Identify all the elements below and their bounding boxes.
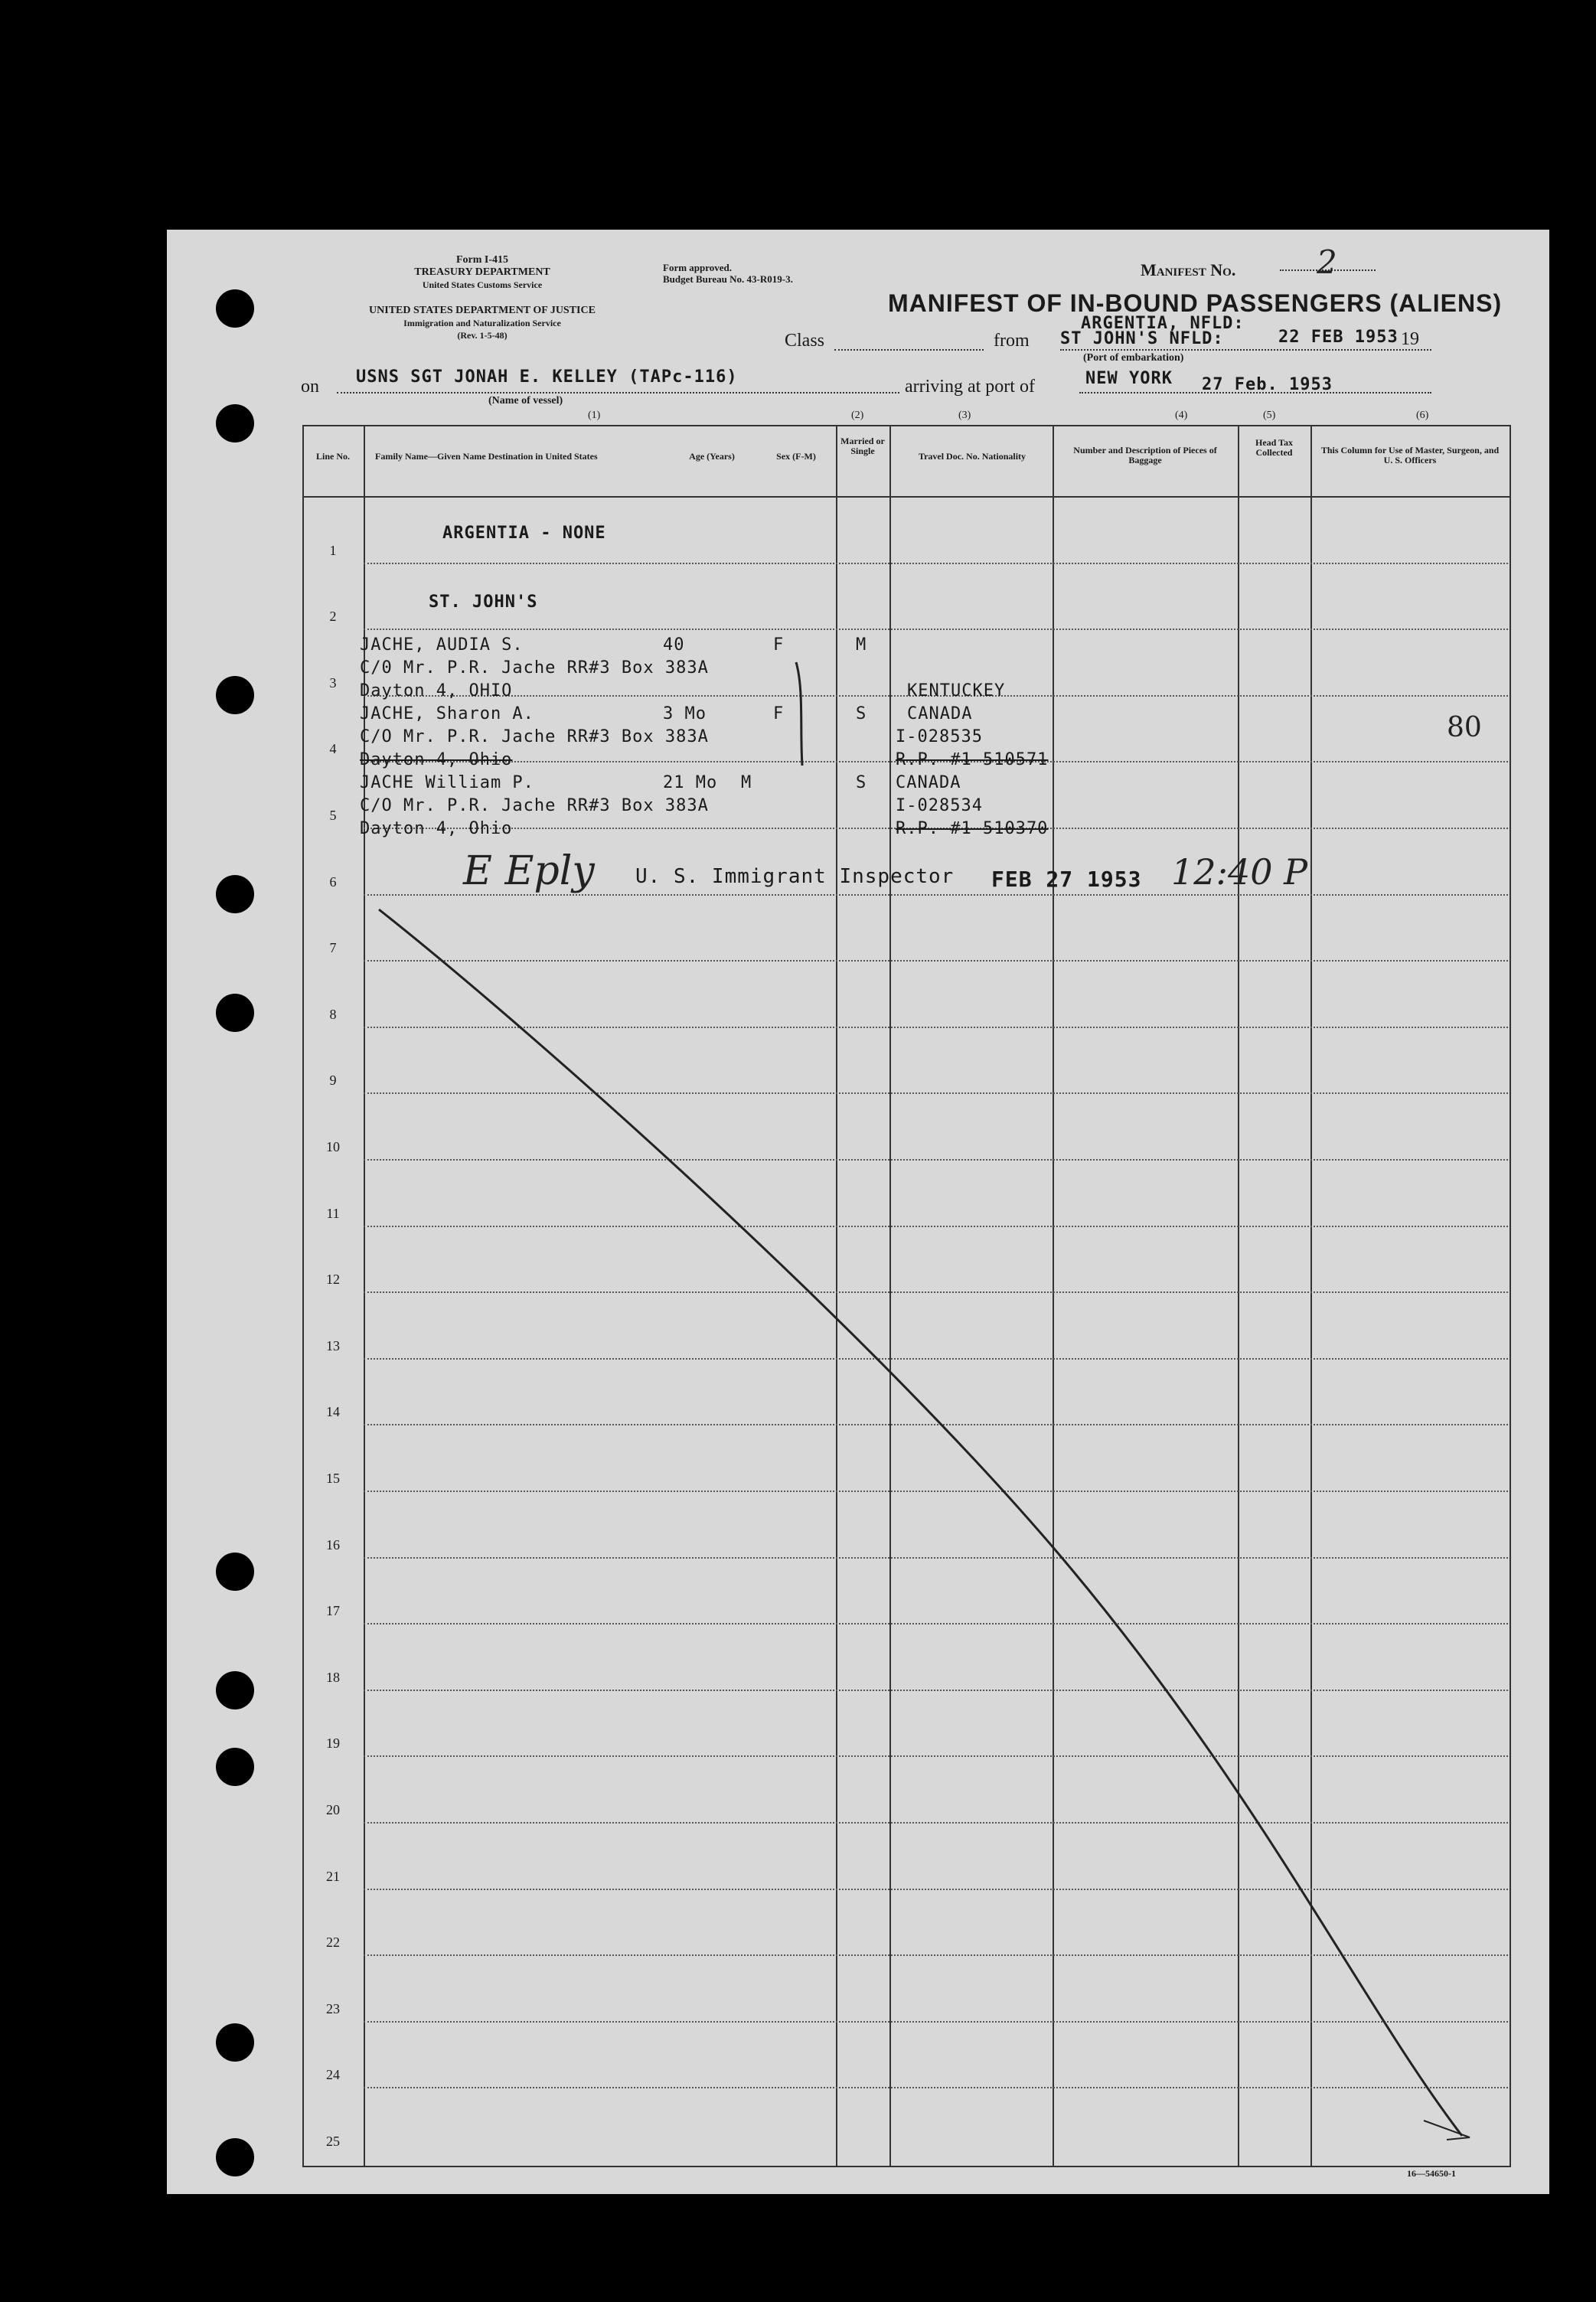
col-officers: This Column for Use of Master, Surgeon, and U. S. Officers [1320, 445, 1500, 465]
line-number: 16 [326, 1536, 340, 1553]
p3-married: S [856, 773, 867, 792]
col-num-6: (6) [1416, 410, 1429, 421]
port-embark-2: ST JOHN'S NFLD: [1060, 329, 1224, 348]
p1-address: C/0 Mr. P.R. Jache RR#3 Box 383A [360, 658, 709, 678]
p3-name: JACHE William P. [360, 773, 534, 792]
line-number: 1 [329, 542, 337, 558]
line-number: 18 [326, 1669, 340, 1685]
ins-service: Immigration and Naturalization Service [403, 318, 561, 328]
p1-sex: F [773, 635, 785, 655]
p3-city: Dayton 4, Ohio [360, 819, 513, 838]
col-name: Family Name—Given Name Destination in United States [375, 451, 598, 462]
p1-city: Dayton 4, OHIO [360, 681, 513, 700]
entry-argentia: ARGENTIA - NONE [442, 524, 606, 543]
line-number: 13 [326, 1337, 340, 1353]
line-number: 17 [326, 1603, 340, 1619]
col-age: Age (Years) [689, 451, 735, 462]
stamp-inspector: U. S. Immigrant Inspector [635, 865, 955, 888]
p3-nationality: CANADA [896, 773, 961, 792]
dept-justice: UNITED STATES DEPARTMENT OF JUSTICE [369, 305, 596, 316]
p3-doc: I-028534 [896, 796, 983, 815]
col-num-2: (2) [851, 410, 864, 421]
vessel-caption: (Name of vessel) [488, 395, 563, 407]
p2-doc: I-028535 [896, 727, 983, 746]
customs-service: United States Customs Service [422, 279, 543, 290]
p1-name: JACHE, AUDIA S. [360, 635, 524, 655]
treasury-department: TREASURY DEPARTMENT [414, 266, 550, 278]
p3-age: 21 Mo [663, 773, 718, 792]
manifest-no-label: Manifest No. [1141, 260, 1236, 279]
p1-age: 40 [663, 635, 685, 655]
line-number: 11 [326, 1205, 340, 1221]
col-num-1: (1) [588, 410, 601, 421]
p2-rp: R.P. #1-510571 [896, 750, 1049, 769]
p3-address: C/O Mr. P.R. Jache RR#3 Box 383A [360, 796, 709, 815]
inspector-signature: E Eply [463, 848, 595, 894]
arrival-port: NEW YORK [1085, 369, 1173, 388]
line-number: 8 [329, 1006, 337, 1022]
stamp-time: 12:40 P [1171, 851, 1308, 893]
budget-bureau: Budget Bureau No. 43-R019-3. [663, 273, 793, 285]
p1-married: M [856, 635, 867, 655]
port-embark-caption: (Port of embarkation) [1083, 352, 1184, 364]
manifest-title: MANIFEST OF IN-BOUND PASSENGERS (ALIENS) [888, 289, 1503, 317]
line-number: 12 [326, 1272, 340, 1288]
col-line-no: Line No. [315, 451, 350, 462]
p2-name: JACHE, Sharon A. [360, 704, 534, 723]
col-married: Married or Single [840, 436, 885, 456]
from-label: from [994, 331, 1030, 351]
line-number: 25 [326, 2134, 340, 2149]
line-number: 15 [326, 1471, 340, 1486]
p2-married: S [856, 704, 867, 723]
col-sex: Sex (F-M) [776, 451, 816, 462]
revision: (Rev. 1-5-48) [457, 330, 508, 341]
line-number: 19 [326, 1735, 340, 1752]
class-label: Class [785, 331, 825, 351]
p2-nationality: CANADA [907, 704, 973, 723]
p2-address: C/O Mr. P.R. Jache RR#3 Box 383A [360, 727, 709, 746]
entry-st-johns: ST. JOHN'S [429, 593, 538, 612]
col-head-tax: Head Tax Collected [1255, 437, 1294, 458]
line-number: 23 [326, 2000, 340, 2016]
col-num-3: (3) [958, 410, 971, 421]
form-approved: Form approved. [663, 262, 733, 273]
line-number: 22 [326, 1935, 340, 1951]
form-number: Form I-415 [455, 254, 509, 266]
p3-sex: M [741, 773, 752, 792]
line-number: 21 [326, 1868, 340, 1884]
line-number: 2 [329, 609, 337, 625]
line-number: 14 [326, 1404, 340, 1420]
p2-sex: F [773, 704, 785, 723]
col-baggage: Number and Description of Pieces of Baggage [1073, 445, 1217, 465]
p3-rp: R.P. #1-510370 [896, 819, 1049, 838]
col-num-5: (5) [1263, 410, 1276, 421]
col-travel-doc: Travel Doc. No. Nationality [918, 451, 1026, 462]
line-number: 4 [329, 741, 337, 757]
vessel-name: USNS SGT JONAH E. KELLEY (TAPc-116) [356, 367, 738, 387]
arriving-label: arriving at port of [905, 377, 1035, 397]
line-number: 10 [326, 1139, 340, 1154]
on-label: on [301, 377, 319, 397]
line-number: 7 [329, 940, 337, 956]
line-number: 20 [326, 1802, 340, 1817]
line-number: 24 [326, 2067, 340, 2083]
p2-age: 3 Mo [663, 704, 707, 723]
line-number: 5 [329, 808, 337, 823]
officer-note: 80 [1447, 712, 1482, 743]
stamp-date: FEB 27 1953 [991, 867, 1142, 892]
arrival-date: 27 Feb. 1953 [1202, 375, 1333, 394]
embark-date: 22 FEB 1953 [1278, 328, 1399, 347]
p1-nationality: KENTUCKEY [907, 681, 1006, 700]
p2-city: Dayton 4, Ohio [360, 750, 513, 769]
year-suffix: 19 [1401, 329, 1419, 349]
col-num-4: (4) [1175, 410, 1188, 421]
line-number: 3 [329, 674, 337, 691]
line-number: 6 [329, 873, 337, 890]
manifest-no-value: 2 [1317, 243, 1337, 281]
footer-code: 16—54650-1 [1407, 2168, 1456, 2179]
line-number: 9 [329, 1073, 337, 1089]
port-embark-1: ARGENTIA, NFLD: [1081, 314, 1245, 333]
